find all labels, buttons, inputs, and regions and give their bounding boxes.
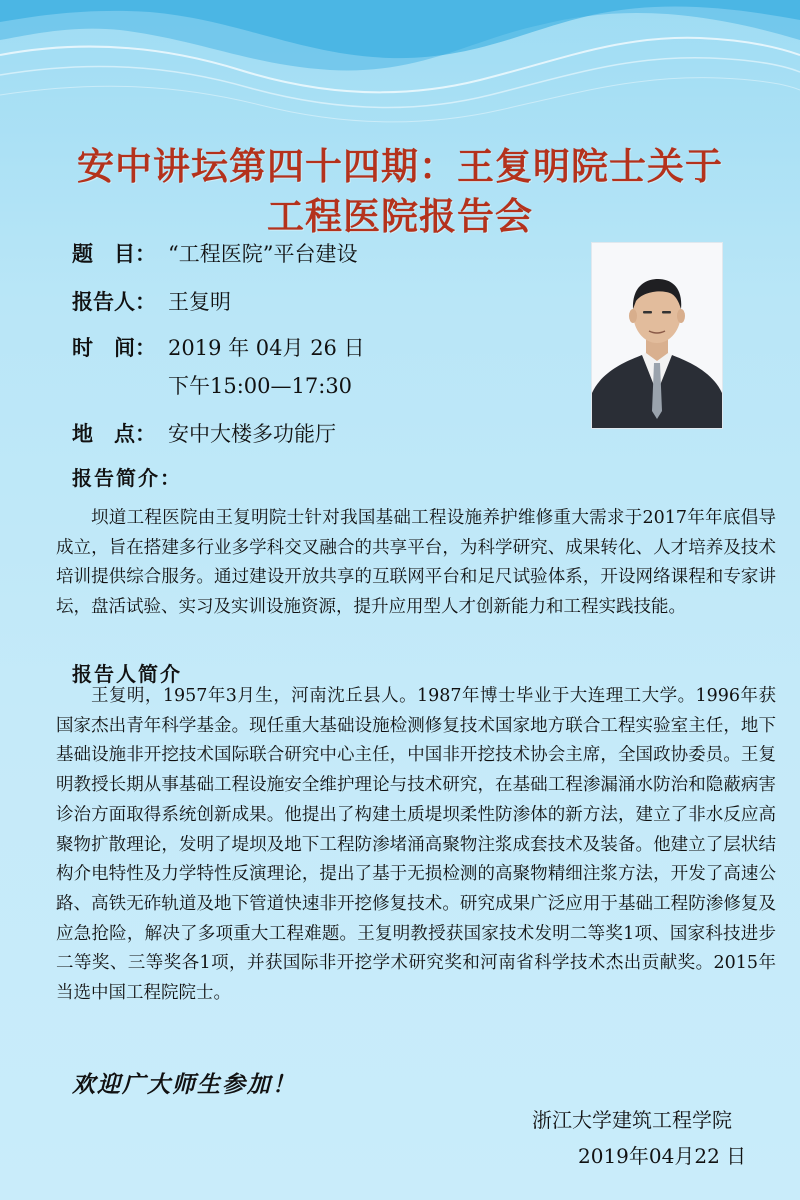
intro-paragraph: 坝道工程医院由王复明院士针对我国基础工程设施养护维修重大需求于2017年年底倡导成立，旨在搭建多行业多学科交叉融合的共享平台，为科学研究、成果转化、人才培养及技术培训提供综合服务。通过建设开放共享的互联网平台和足尺试验体系，开设网络课程和专家讲坛，盘活试验、实习及实训设施资源，提升应用型人才创新能力和工程实践技能。 (56, 508, 776, 618)
topic-row (72, 236, 357, 272)
person-photo-icon (592, 243, 722, 428)
title-line-2: 工程医院报告会 (267, 195, 533, 238)
intro-heading: 报告简介： (72, 466, 182, 490)
welcome-message: 欢迎广大师生参加！ (72, 1071, 297, 1098)
place-row (72, 416, 336, 452)
time-row (72, 330, 365, 366)
time-label: 时 间： (72, 336, 156, 360)
organizer: 浙江大学建筑工程学院 (532, 1108, 732, 1132)
place-label: 地 点： (72, 422, 156, 446)
time-range-row (168, 368, 352, 404)
topic-value: “工程医院”平台建设 (168, 242, 358, 266)
topic-label: 题 目： (72, 242, 156, 266)
speaker-label: 报告人： (72, 290, 156, 314)
speaker-row (72, 284, 231, 320)
wave-decoration (0, 0, 800, 140)
speaker-value: 王复明 (168, 290, 231, 314)
issue-date: 2019年04月22 日 (578, 1144, 747, 1168)
event-time: 下午15:00—17:30 (168, 374, 353, 398)
event-date: 2019 年 04月 26 日 (168, 336, 365, 360)
bio-paragraph: 王复明，1957年3月生，河南沈丘县人。1987年博士毕业于大连理工大学。1996年获国家杰出青年科学基金。现任重大基础设施检测修复技术国家地方联合工程实验室主任，地下基础设施非开挖技术国际联合研究中心主任，中国非开挖技术协会主席，全国政协委员。王复明教授长期从事基础工程设施安全维护理论与技术研究，在基础工程渗漏涌水防治和隐蔽病害诊治方面取得系统创新成果。他提出了构建土质堤坝柔性防渗体的新方法，建立了非水反应高聚物扩散理论，发明了堤坝及地下工程防渗堵涌高聚物注浆成套技术及装备。他建立了层状结构介电特性及力学特性反演理论，提出了基于无损检测的高聚物精细注浆方法，开发了高速公路、高铁无砟轨道及地下管道快速非开挖修复技术。研究成果广泛应用于基础工程防渗修复及应急抢险，解决了多项重大工程难题。王复明教授获国家技术发明二等奖1项、国家科技进步二等奖、三等奖各1项，并获国际非开挖学术研究奖和河南省科学技术杰出贡献奖。2015年当选中国工程院院士。 (56, 686, 776, 1004)
place-value: 安中大楼多功能厅 (168, 422, 336, 446)
speaker-portrait (592, 243, 722, 428)
title-line-1: 安中讲坛第四十四期：王复明院士关于 (77, 145, 723, 188)
bio-heading: 报告人简介 (72, 662, 182, 686)
